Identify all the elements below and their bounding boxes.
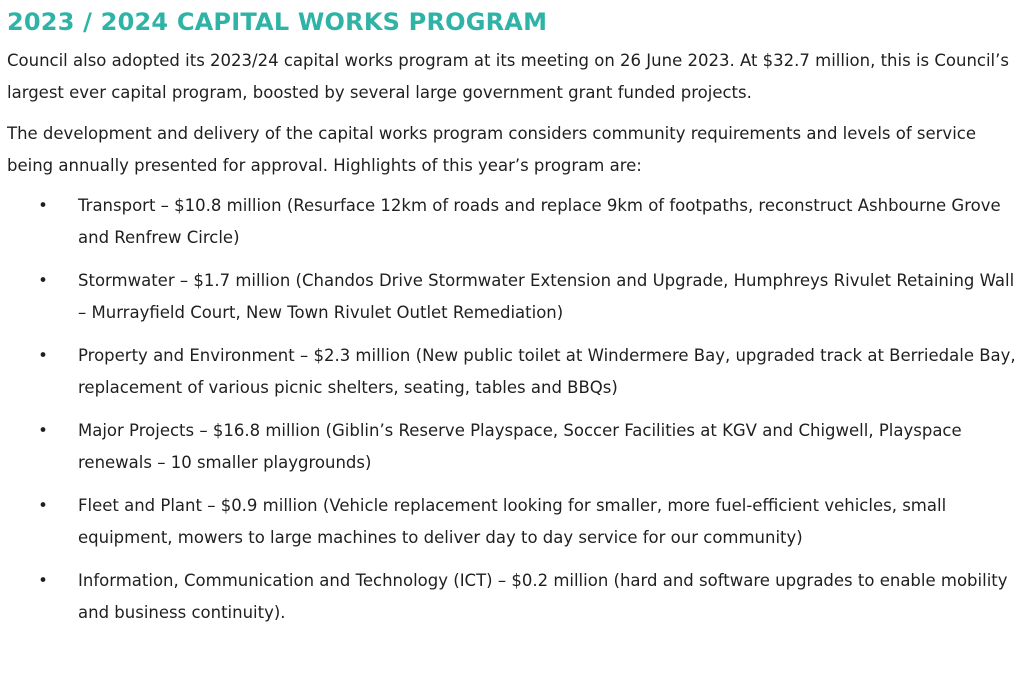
document-page	[7, 0, 1019, 640]
highlights-list	[7, 190, 1019, 629]
program-paragraph: The development and delivery of the capital works program considers community requirements and levels of service being annually presented for approval. Highlights of this year’s program are:	[7, 124, 976, 175]
intro-paragraph: Council also adopted its 2023/24 capital works program at its meeting on 26 June 2023. At $32.7 million, this is Council’s largest ever capital program, boosted by several large government grant funded projects.	[7, 51, 1009, 102]
list-item-text: Information, Communication and Technology (ICT) – $0.2 million (hard and software upgrades to enable mobility and business continuity).	[78, 571, 1008, 622]
page-title: 2023 / 2024 CAPITAL WORKS PROGRAM	[7, 8, 548, 36]
list-item-text: Transport – $10.8 million (Resurface 12km of roads and replace 9km of footpaths, reconstruct Ashbourne Grove and Renfrew Circle)	[78, 196, 1001, 247]
list-item-fleet-plant	[7, 490, 1019, 554]
bullet-icon: •	[38, 196, 48, 215]
list-item-stormwater	[7, 265, 1019, 329]
list-item-property-environment	[7, 340, 1019, 404]
list-item-text: Major Projects – $16.8 million (Giblin’s Reserve Playspace, Soccer Facilities at KGV and Chigwell, Playspace renewals – 10 smaller playgrounds)	[78, 421, 962, 472]
list-item-text: Fleet and Plant – $0.9 million (Vehicle replacement looking for smaller, more fuel-efficient vehicles, small equipment, mowers to large machines to deliver day to day service for our community)	[78, 496, 947, 547]
bullet-icon: •	[38, 346, 48, 365]
list-item-major-projects	[7, 415, 1019, 479]
list-item-text: Stormwater – $1.7 million (Chandos Drive Stormwater Extension and Upgrade, Humphreys Rivulet Retaining Wall – Murrayfield Court, New Town Rivulet Outlet Remediation)	[78, 271, 1015, 322]
list-item-transport	[7, 190, 1019, 254]
bullet-icon: •	[38, 496, 48, 515]
bullet-icon: •	[38, 571, 48, 590]
bullet-icon: •	[38, 421, 48, 440]
list-item-text: Property and Environment – $2.3 million (New public toilet at Windermere Bay, upgraded track at Berriedale Bay, replacement of various picnic shelters, seating, tables and BBQs)	[78, 346, 1016, 397]
bullet-icon: •	[38, 271, 48, 290]
list-item-ict	[7, 565, 1019, 629]
